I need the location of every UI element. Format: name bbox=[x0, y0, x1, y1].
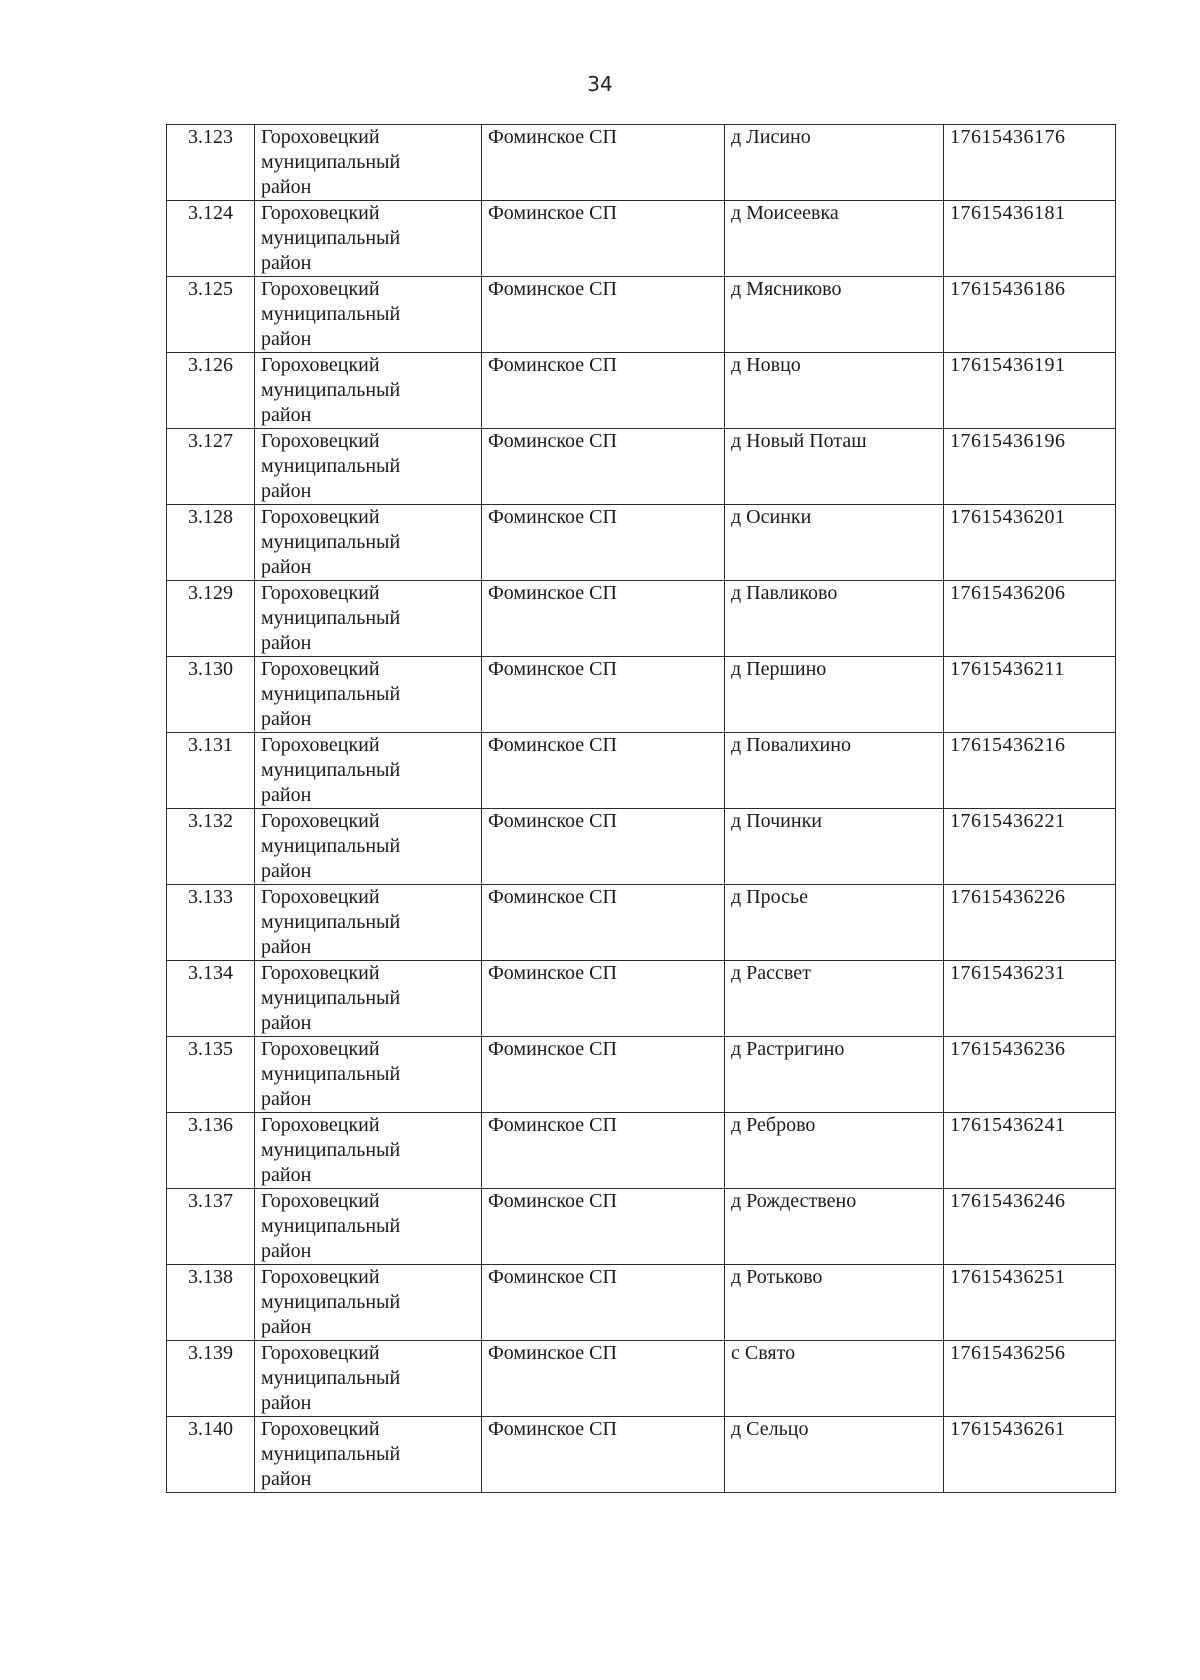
table-row bbox=[167, 809, 1116, 885]
district-text: Гороховецкий муниципальный район bbox=[261, 810, 401, 882]
locality-text: д Сельцо bbox=[731, 1418, 809, 1440]
oktmo-code-text: 17615436196 bbox=[950, 430, 1066, 452]
oktmo-code-cell bbox=[944, 961, 1116, 1037]
settlement-cell bbox=[482, 809, 725, 885]
district-cell bbox=[255, 1265, 482, 1341]
district-cell bbox=[255, 809, 482, 885]
row-number-cell bbox=[167, 581, 255, 657]
district-text: Гороховецкий муниципальный район bbox=[261, 1114, 401, 1186]
row-number-cell bbox=[167, 1265, 255, 1341]
district-text: Гороховецкий муниципальный район bbox=[261, 278, 401, 350]
settlements-table bbox=[166, 124, 1116, 1493]
oktmo-code-text: 17615436191 bbox=[950, 354, 1066, 376]
district-text: Гороховецкий муниципальный район bbox=[261, 1190, 401, 1262]
row-number-cell bbox=[167, 961, 255, 1037]
locality-text: с Свято bbox=[731, 1342, 796, 1364]
settlement-text: Фоминское СП bbox=[488, 202, 617, 224]
locality-cell bbox=[725, 201, 944, 277]
locality-cell bbox=[725, 429, 944, 505]
settlement-cell bbox=[482, 125, 725, 201]
district-cell bbox=[255, 1341, 482, 1417]
settlement-text: Фоминское СП bbox=[488, 1266, 617, 1288]
settlement-cell bbox=[482, 581, 725, 657]
locality-text: д Осинки bbox=[731, 506, 812, 528]
oktmo-code-cell bbox=[944, 505, 1116, 581]
table-row bbox=[167, 1189, 1116, 1265]
row-number-text: 3.130 bbox=[188, 658, 233, 680]
oktmo-code-cell bbox=[944, 885, 1116, 961]
oktmo-code-text: 17615436251 bbox=[950, 1266, 1066, 1288]
settlement-text: Фоминское СП bbox=[488, 886, 617, 908]
locality-cell bbox=[725, 809, 944, 885]
locality-text: д Ротьково bbox=[731, 1266, 823, 1288]
row-number-text: 3.127 bbox=[188, 430, 233, 452]
row-number-text: 3.123 bbox=[188, 126, 233, 148]
oktmo-code-text: 17615436231 bbox=[950, 962, 1066, 984]
settlement-cell bbox=[482, 1341, 725, 1417]
row-number-cell bbox=[167, 125, 255, 201]
settlement-cell bbox=[482, 657, 725, 733]
row-number-cell bbox=[167, 1189, 255, 1265]
table-row bbox=[167, 1341, 1116, 1417]
locality-cell bbox=[725, 961, 944, 1037]
settlement-cell bbox=[482, 1265, 725, 1341]
district-text: Гороховецкий муниципальный район bbox=[261, 1038, 401, 1110]
locality-cell bbox=[725, 125, 944, 201]
oktmo-code-text: 17615436206 bbox=[950, 582, 1066, 604]
district-text: Гороховецкий муниципальный район bbox=[261, 202, 401, 274]
settlement-cell bbox=[482, 201, 725, 277]
row-number-cell bbox=[167, 809, 255, 885]
locality-cell bbox=[725, 1341, 944, 1417]
district-text: Гороховецкий муниципальный район bbox=[261, 1418, 401, 1490]
locality-text: д Павликово bbox=[731, 582, 838, 604]
row-number-text: 3.129 bbox=[188, 582, 233, 604]
settlement-text: Фоминское СП bbox=[488, 810, 617, 832]
district-text: Гороховецкий муниципальный район bbox=[261, 658, 401, 730]
settlement-text: Фоминское СП bbox=[488, 1190, 617, 1212]
table-row bbox=[167, 961, 1116, 1037]
oktmo-code-text: 17615436261 bbox=[950, 1418, 1066, 1440]
settlement-text: Фоминское СП bbox=[488, 658, 617, 680]
table-row bbox=[167, 1113, 1116, 1189]
row-number-text: 3.137 bbox=[188, 1190, 233, 1212]
table-row bbox=[167, 201, 1116, 277]
district-cell bbox=[255, 1417, 482, 1493]
table-row bbox=[167, 885, 1116, 961]
oktmo-code-text: 17615436201 bbox=[950, 506, 1066, 528]
table-body bbox=[167, 125, 1116, 1493]
settlement-text: Фоминское СП bbox=[488, 1418, 617, 1440]
district-text: Гороховецкий муниципальный район bbox=[261, 1266, 401, 1338]
oktmo-code-text: 17615436186 bbox=[950, 278, 1066, 300]
settlement-cell bbox=[482, 1189, 725, 1265]
oktmo-code-cell bbox=[944, 1113, 1116, 1189]
district-cell bbox=[255, 961, 482, 1037]
settlement-cell bbox=[482, 733, 725, 809]
settlement-text: Фоминское СП bbox=[488, 126, 617, 148]
row-number-text: 3.136 bbox=[188, 1114, 233, 1136]
row-number-cell bbox=[167, 277, 255, 353]
district-text: Гороховецкий муниципальный район bbox=[261, 734, 401, 806]
oktmo-code-cell bbox=[944, 125, 1116, 201]
oktmo-code-cell bbox=[944, 429, 1116, 505]
district-cell bbox=[255, 429, 482, 505]
row-number-cell bbox=[167, 201, 255, 277]
oktmo-code-text: 17615436176 bbox=[950, 126, 1066, 148]
oktmo-code-cell bbox=[944, 733, 1116, 809]
table-row bbox=[167, 277, 1116, 353]
locality-cell bbox=[725, 353, 944, 429]
locality-text: д Рождествено bbox=[731, 1190, 857, 1212]
settlement-cell bbox=[482, 1037, 725, 1113]
settlement-cell bbox=[482, 505, 725, 581]
table-row bbox=[167, 429, 1116, 505]
row-number-cell bbox=[167, 1037, 255, 1113]
row-number-text: 3.134 bbox=[188, 962, 233, 984]
row-number-cell bbox=[167, 657, 255, 733]
locality-text: д Моисеевка bbox=[731, 202, 839, 224]
table-row bbox=[167, 581, 1116, 657]
oktmo-code-cell bbox=[944, 1189, 1116, 1265]
locality-cell bbox=[725, 885, 944, 961]
locality-cell bbox=[725, 1417, 944, 1493]
district-cell bbox=[255, 581, 482, 657]
locality-text: д Лисино bbox=[731, 126, 811, 148]
row-number-text: 3.124 bbox=[188, 202, 233, 224]
table-row bbox=[167, 125, 1116, 201]
oktmo-code-text: 17615436236 bbox=[950, 1038, 1066, 1060]
table-row bbox=[167, 1037, 1116, 1113]
row-number-cell bbox=[167, 353, 255, 429]
table-row bbox=[167, 657, 1116, 733]
locality-text: д Повалихино bbox=[731, 734, 851, 756]
settlement-cell bbox=[482, 961, 725, 1037]
oktmo-code-cell bbox=[944, 201, 1116, 277]
district-text: Гороховецкий муниципальный район bbox=[261, 1342, 401, 1414]
row-number-cell bbox=[167, 733, 255, 809]
settlement-text: Фоминское СП bbox=[488, 1342, 617, 1364]
settlement-text: Фоминское СП bbox=[488, 734, 617, 756]
locality-cell bbox=[725, 657, 944, 733]
locality-cell bbox=[725, 1037, 944, 1113]
oktmo-code-text: 17615436226 bbox=[950, 886, 1066, 908]
settlement-cell bbox=[482, 277, 725, 353]
settlement-text: Фоминское СП bbox=[488, 582, 617, 604]
district-cell bbox=[255, 1189, 482, 1265]
locality-text: д Реброво bbox=[731, 1114, 816, 1136]
row-number-cell bbox=[167, 429, 255, 505]
row-number-cell bbox=[167, 1341, 255, 1417]
oktmo-code-cell bbox=[944, 353, 1116, 429]
locality-text: д Рассвет bbox=[731, 962, 811, 984]
row-number-cell bbox=[167, 1113, 255, 1189]
row-number-cell bbox=[167, 885, 255, 961]
locality-cell bbox=[725, 581, 944, 657]
district-cell bbox=[255, 657, 482, 733]
district-cell bbox=[255, 125, 482, 201]
settlement-text: Фоминское СП bbox=[488, 506, 617, 528]
district-cell bbox=[255, 277, 482, 353]
row-number-text: 3.125 bbox=[188, 278, 233, 300]
settlement-text: Фоминское СП bbox=[488, 278, 617, 300]
district-cell bbox=[255, 885, 482, 961]
oktmo-code-cell bbox=[944, 277, 1116, 353]
district-cell bbox=[255, 1113, 482, 1189]
settlement-text: Фоминское СП bbox=[488, 1038, 617, 1060]
locality-cell bbox=[725, 505, 944, 581]
oktmo-code-text: 17615436211 bbox=[950, 658, 1065, 680]
locality-text: д Просье bbox=[731, 886, 808, 908]
district-cell bbox=[255, 1037, 482, 1113]
row-number-text: 3.133 bbox=[188, 886, 233, 908]
row-number-cell bbox=[167, 1417, 255, 1493]
oktmo-code-text: 17615436221 bbox=[950, 810, 1066, 832]
page-number: 34 bbox=[587, 72, 613, 96]
district-cell bbox=[255, 733, 482, 809]
table-row bbox=[167, 1265, 1116, 1341]
district-text: Гороховецкий муниципальный район bbox=[261, 354, 401, 426]
oktmo-code-text: 17615436241 bbox=[950, 1114, 1066, 1136]
locality-text: д Мясниково bbox=[731, 278, 842, 300]
locality-cell bbox=[725, 733, 944, 809]
district-text: Гороховецкий муниципальный район bbox=[261, 506, 401, 578]
locality-cell bbox=[725, 1265, 944, 1341]
settlement-cell bbox=[482, 1113, 725, 1189]
row-number-text: 3.140 bbox=[188, 1418, 233, 1440]
settlement-cell bbox=[482, 429, 725, 505]
table-row bbox=[167, 505, 1116, 581]
oktmo-code-cell bbox=[944, 1417, 1116, 1493]
row-number-text: 3.138 bbox=[188, 1266, 233, 1288]
settlement-cell bbox=[482, 353, 725, 429]
table-row bbox=[167, 353, 1116, 429]
row-number-text: 3.139 bbox=[188, 1342, 233, 1364]
locality-text: д Починки bbox=[731, 810, 822, 832]
district-text: Гороховецкий муниципальный район bbox=[261, 582, 401, 654]
row-number-text: 3.128 bbox=[188, 506, 233, 528]
settlement-text: Фоминское СП bbox=[488, 354, 617, 376]
settlement-text: Фоминское СП bbox=[488, 962, 617, 984]
district-text: Гороховецкий муниципальный район bbox=[261, 962, 401, 1034]
row-number-text: 3.131 bbox=[188, 734, 233, 756]
locality-text: д Першино bbox=[731, 658, 827, 680]
oktmo-code-text: 17615436246 bbox=[950, 1190, 1066, 1212]
oktmo-code-cell bbox=[944, 1341, 1116, 1417]
district-text: Гороховецкий муниципальный район bbox=[261, 886, 401, 958]
district-cell bbox=[255, 201, 482, 277]
locality-cell bbox=[725, 277, 944, 353]
row-number-text: 3.132 bbox=[188, 810, 233, 832]
settlement-cell bbox=[482, 1417, 725, 1493]
district-cell bbox=[255, 505, 482, 581]
district-cell bbox=[255, 353, 482, 429]
oktmo-code-cell bbox=[944, 1037, 1116, 1113]
settlement-text: Фоминское СП bbox=[488, 430, 617, 452]
row-number-text: 3.126 bbox=[188, 354, 233, 376]
oktmo-code-cell bbox=[944, 1265, 1116, 1341]
row-number-cell bbox=[167, 505, 255, 581]
locality-cell bbox=[725, 1113, 944, 1189]
locality-text: д Растригино bbox=[731, 1038, 845, 1060]
oktmo-code-text: 17615436216 bbox=[950, 734, 1066, 756]
table-row bbox=[167, 1417, 1116, 1493]
oktmo-code-cell bbox=[944, 809, 1116, 885]
oktmo-code-text: 17615436256 bbox=[950, 1342, 1066, 1364]
oktmo-code-cell bbox=[944, 657, 1116, 733]
oktmo-code-cell bbox=[944, 581, 1116, 657]
settlement-cell bbox=[482, 885, 725, 961]
oktmo-code-text: 17615436181 bbox=[950, 202, 1066, 224]
district-text: Гороховецкий муниципальный район bbox=[261, 126, 401, 198]
row-number-text: 3.135 bbox=[188, 1038, 233, 1060]
locality-text: д Новый Поташ bbox=[731, 430, 867, 452]
locality-text: д Новцо bbox=[731, 354, 801, 376]
locality-cell bbox=[725, 1189, 944, 1265]
district-text: Гороховецкий муниципальный район bbox=[261, 430, 401, 502]
table-row bbox=[167, 733, 1116, 809]
settlement-text: Фоминское СП bbox=[488, 1114, 617, 1136]
